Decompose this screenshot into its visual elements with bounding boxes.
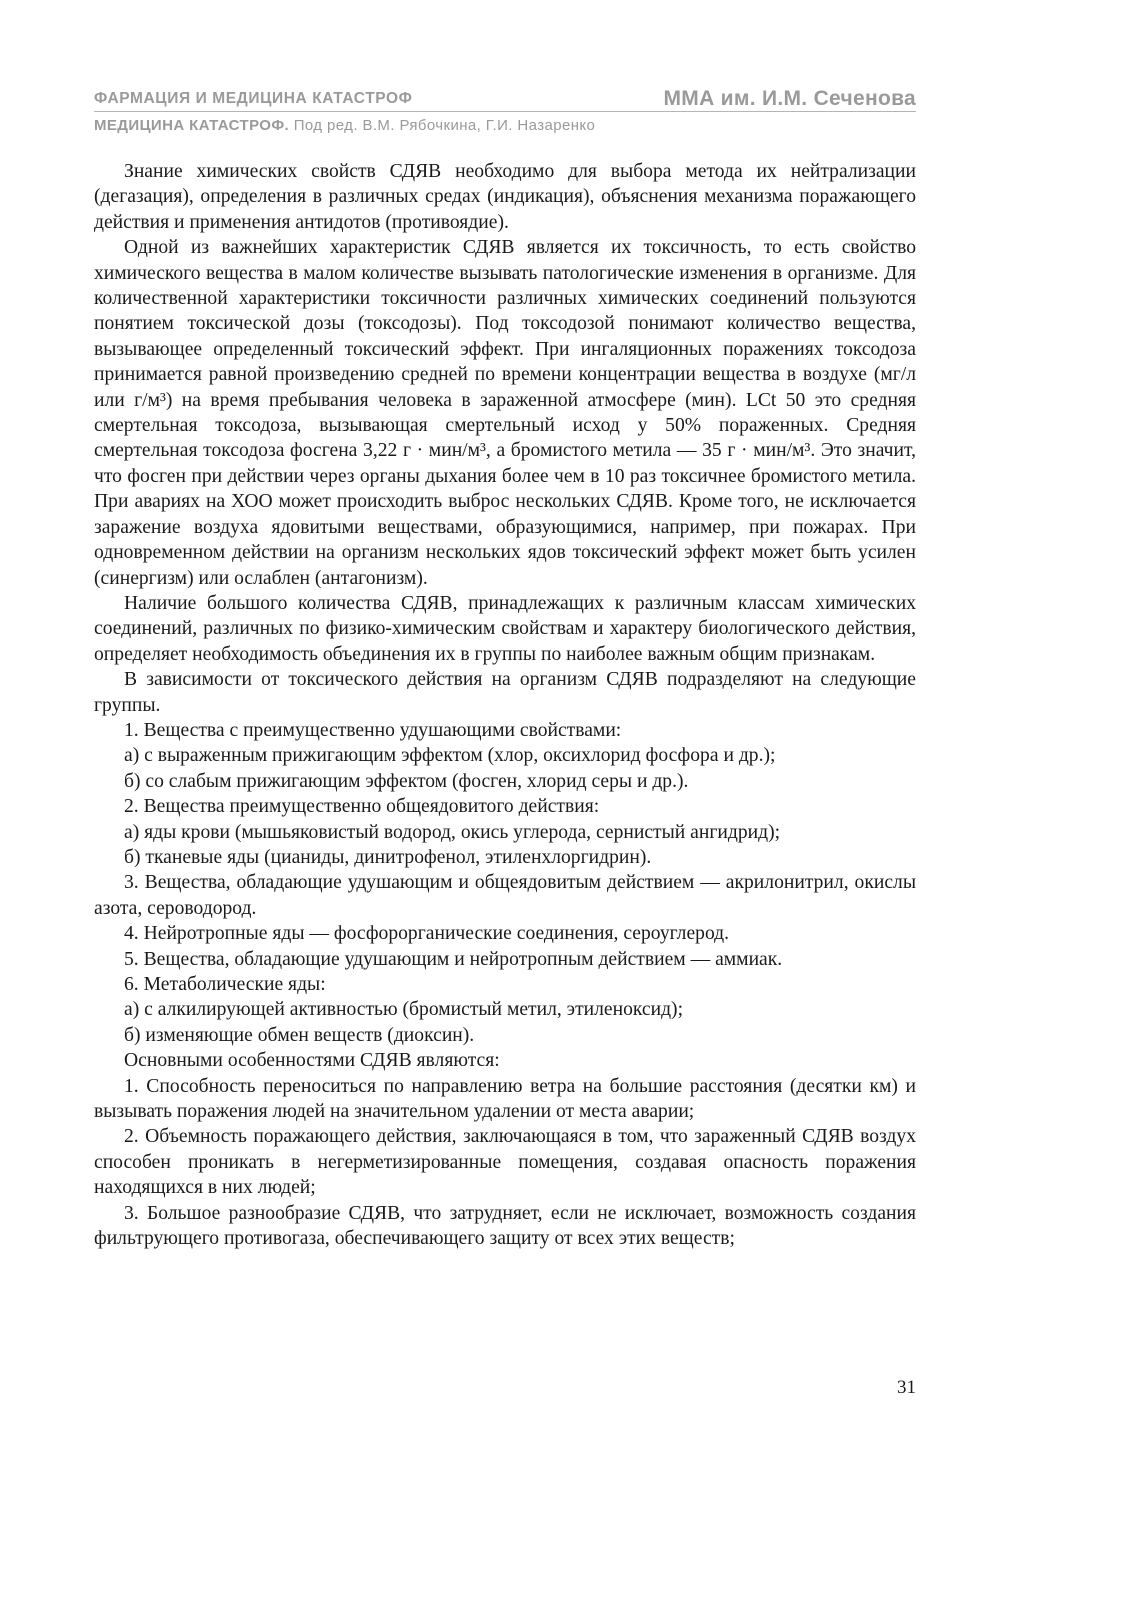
header-bottom-row bbox=[94, 117, 916, 134]
list-item: 3. Вещества, обладающие удушающим и общеядовитым действием — акрилонитрил, окислы азота, сероводород. bbox=[94, 872, 916, 919]
paragraph: В зависимости от токсического действия на организм СДЯВ подразделяют на следующие группы. bbox=[94, 669, 916, 716]
list-item: 4. Нейротропные яды — фосфорорганические соединения, сероуглерод. bbox=[124, 923, 730, 945]
header-top-row bbox=[94, 82, 916, 112]
list-item: 6. Метаболические яды: bbox=[124, 974, 326, 995]
list-item: б) со слабым прижигающим эффектом (фосген, хлорид серы и др.). bbox=[124, 770, 689, 792]
paragraph: Основными особенностями СДЯВ являются: bbox=[124, 1050, 500, 1072]
list-item: б) изменяющие обмен веществ (диоксин). bbox=[124, 1024, 475, 1046]
book-title: МЕДИЦИНА КАТАСТРОФ. bbox=[94, 117, 290, 134]
list-item: 1. Вещества с преимущественно удушающими свойствами: bbox=[124, 719, 622, 741]
list-item: а) с выраженным прижигающим эффектом (хлор, оксихлорид фосфора и др.); bbox=[124, 745, 776, 767]
list-item: 1. Способность переноситься по направлению ветра на большие расстояния (десятки км) и вызывать поражения людей на значительном удалении от места аварии; bbox=[94, 1075, 916, 1123]
institution-title: ММА им. И.М. Сеченова bbox=[663, 87, 916, 110]
page-body bbox=[94, 159, 916, 1251]
list-item: б) тканевые яды (цианиды, динитрофенол, этиленхлоргидрин). bbox=[124, 846, 652, 868]
list-item: 2. Объемность поражающего действия, заключающаяся в том, что зараженный СДЯВ воздух способен проникать в негерметизированные помещения, создавая опасность поражения находящихся в них людей; bbox=[94, 1126, 916, 1199]
list-item: 3. Большое разнообразие СДЯВ, что затрудняет, если не исключает, возможность создания фильтрующего противогаза, обеспечивающего защиту от всех этих веществ; bbox=[94, 1202, 916, 1250]
paragraph: Одной из важнейших характеристик СДЯВ является их токсичность, то есть свойство химического вещества в малом количестве вызывать патологические изменения в организме. Для количественной характеристики токсичности различных химических соединений пользуются понятием токсической дозы (токсодозы). Под токсодозой понимают количество вещества, вызывающее определенный токсический эффект. При ингаляционных поражениях токсодоза принимается равной произведению средней по времени концентрации вещества в воздухе (мг/л или г/м³) на время пребывания человека в зараженной атмосфере (мин). LCt 50 это средняя смертельная токсодоза, вызывающая смертельный исход у 50% пораженных. Средняя смертельная токсодоза фосгена 3,22 г · мин/м³, а бромистого метила — 35 г · мин/м³. Это значит, что фосген при действии через органы дыхания более чем в 10 раз токсичнее бромистого метила. При авариях на ХОО может происходить выброс нескольких СДЯВ. Кроме того, не исключается заражение воздуха ядовитыми веществами, образующимися, например, при пожарах. При одновременном действии на организм нескольких ядов токсический эффект может быть усилен (синергизм) или ослаблен (антагонизм). bbox=[94, 237, 916, 589]
list-item: а) яды крови (мышьяковистый водород, окись углерода, сернистый ангидрид); bbox=[124, 821, 781, 843]
running-header bbox=[94, 82, 916, 134]
list-item: а) с алкилирующей активностью (бромистый метил, этиленоксид); bbox=[124, 999, 684, 1021]
section-title: ФАРМАЦИЯ И МЕДИЦИНА КАТАСТРОФ bbox=[94, 90, 413, 107]
page-number: 31 bbox=[897, 1377, 916, 1398]
paragraph: Наличие большого количества СДЯВ, принадлежащих к различным классам химических соединений, различных по физико-химическим свойствам и характеру биологического действия, определяет необходимость объединения их в группы по наиболее важным общим признакам. bbox=[94, 592, 916, 665]
list-item: 2. Вещества преимущественно общеядовитого действия: bbox=[124, 796, 600, 818]
list-item: 5. Вещества, обладающие удушающим и нейротропным действием — аммиак. bbox=[124, 948, 783, 970]
book-editors: Под ред. В.М. Рябочкина, Г.И. Назаренко bbox=[293, 117, 596, 134]
paragraph: Знание химических свойств СДЯВ необходимо для выбора метода их нейтрализации (дегазация), определения в различных средах (индикация), объяснения механизма поражающего действия и применения антидотов (противоядие). bbox=[94, 161, 916, 233]
